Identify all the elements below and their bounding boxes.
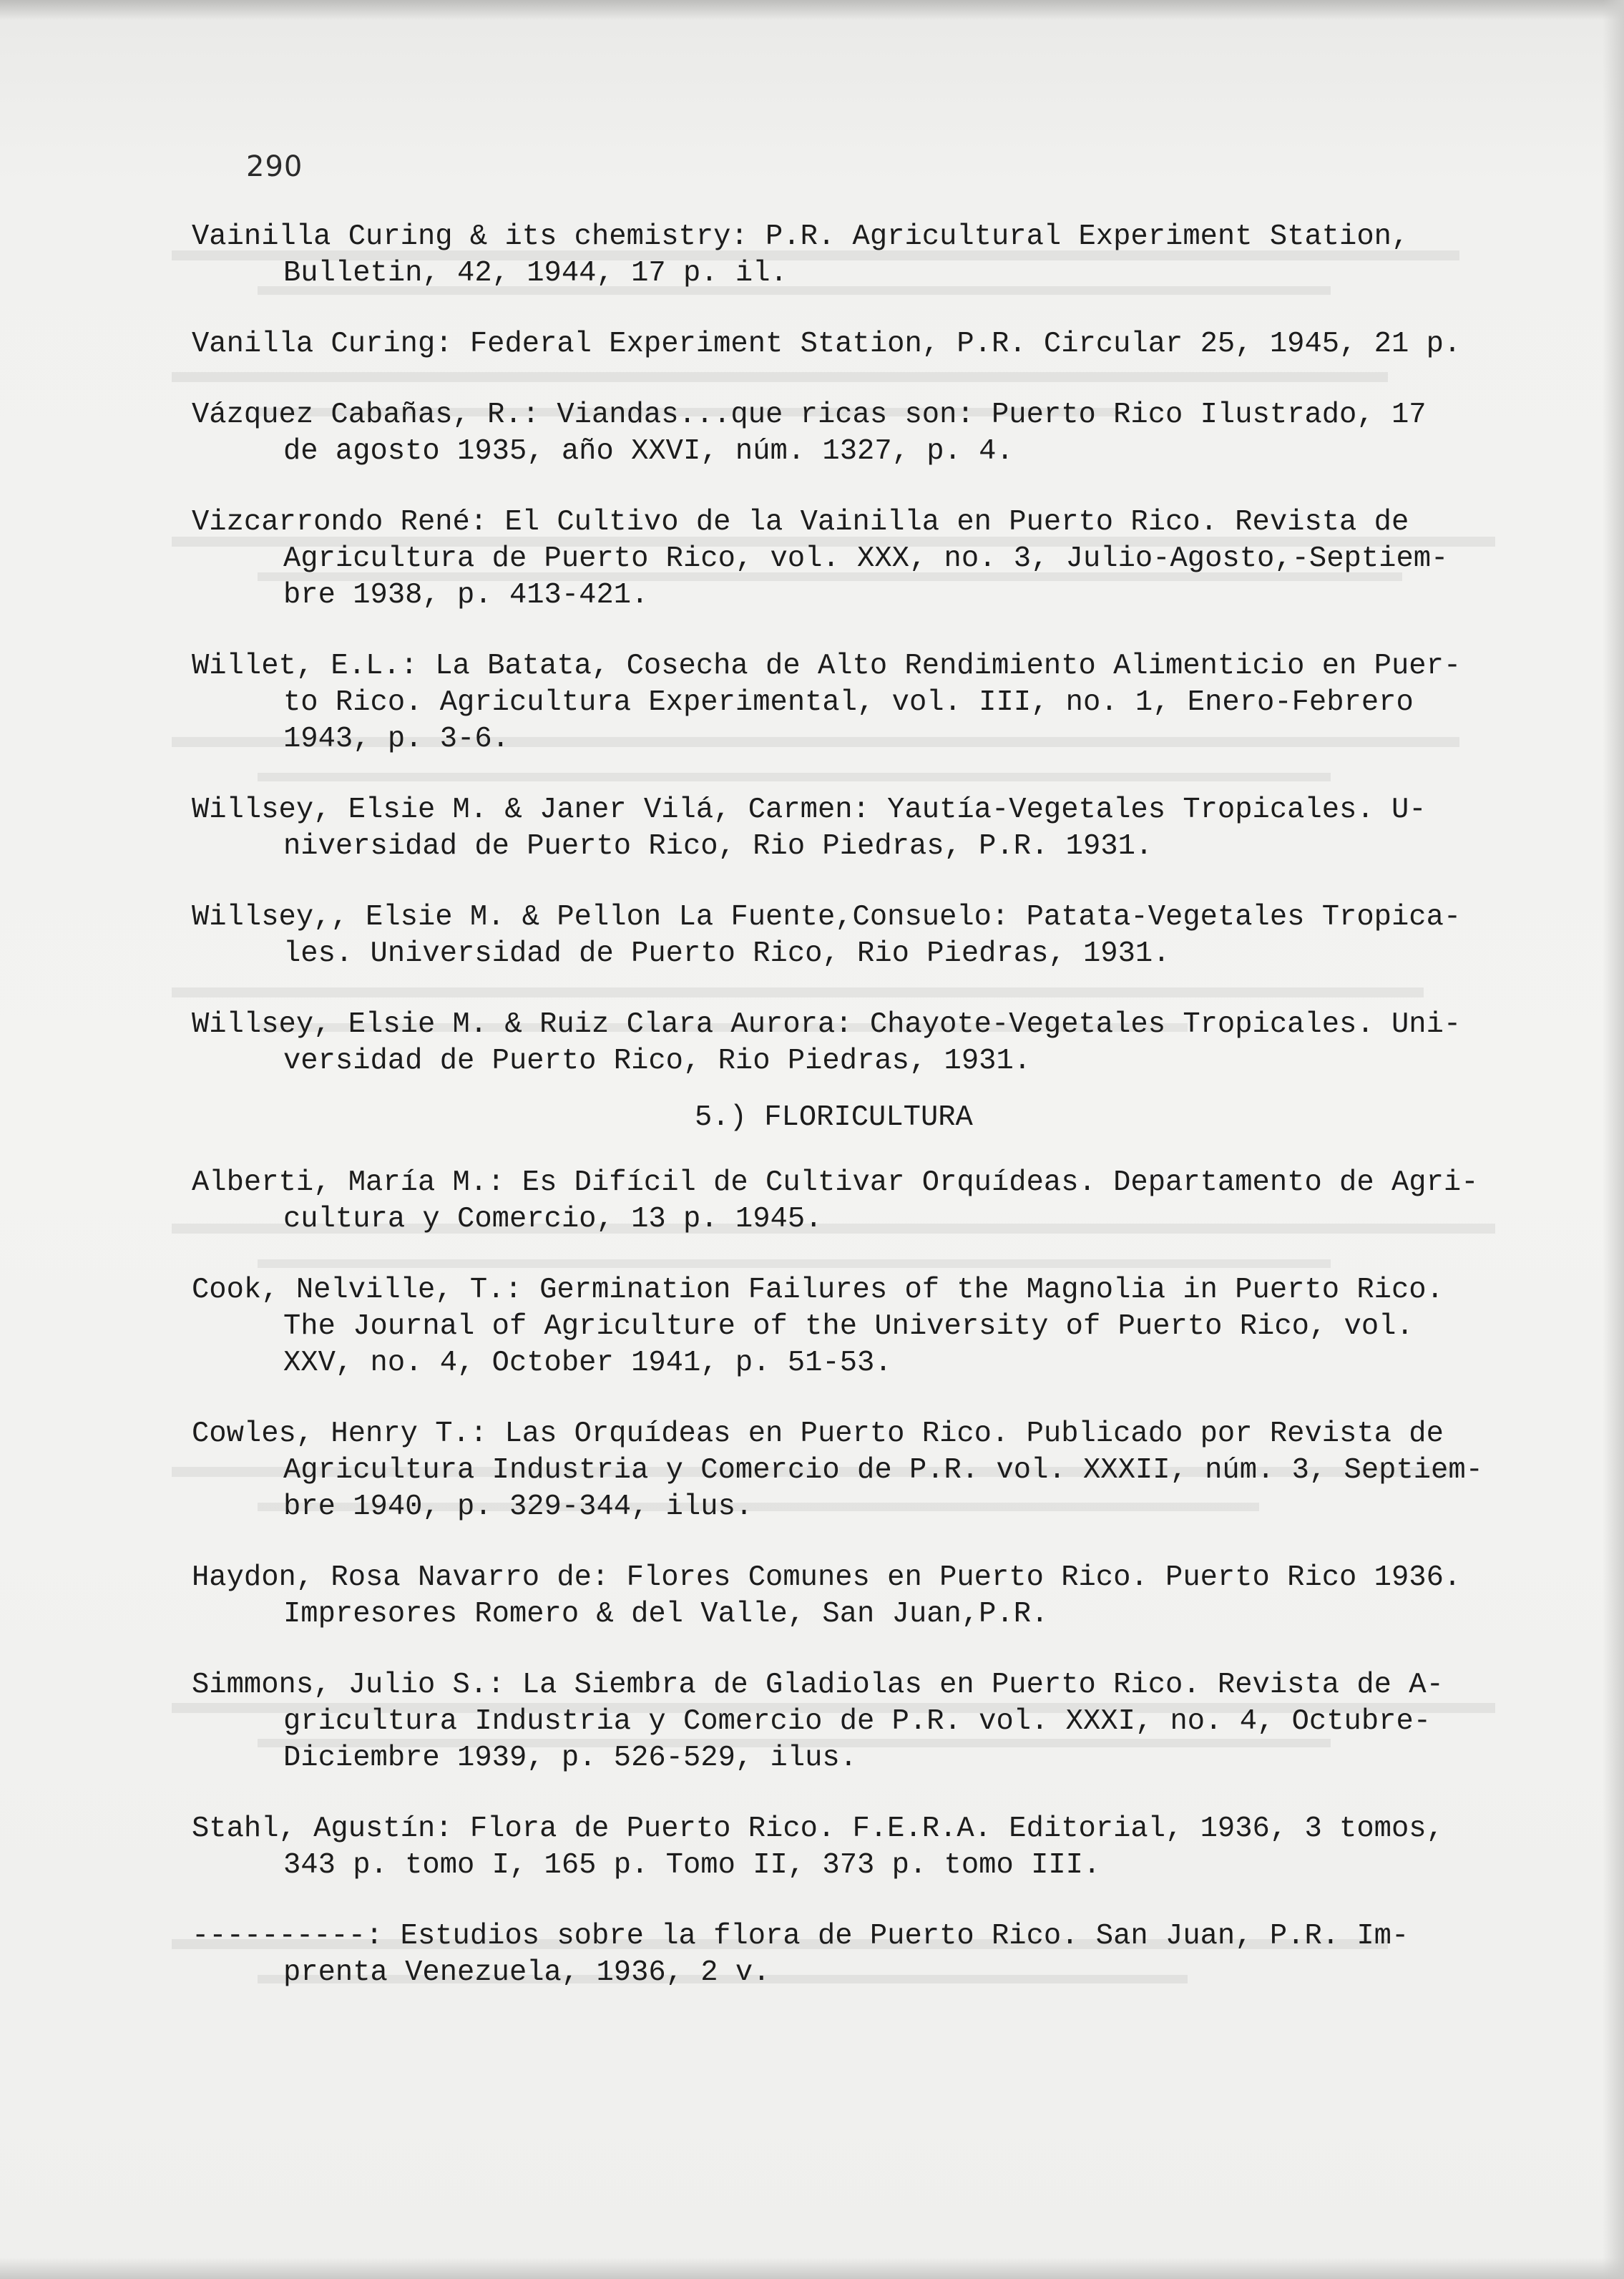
- entry-continuation: les. Universidad de Puerto Rico, Rio Piedras, 1931.: [283, 937, 1170, 970]
- entry-first-line: Vizcarrondo René: El Cultivo de la Vainilla en Puerto Rico. Revista de: [192, 506, 1409, 539]
- entry-continuation: prenta Venezuela, 1936, 2 v.: [283, 1956, 771, 1989]
- entry-first-line: Willsey, Elsie M. & Ruiz Clara Aurora: Chayote-Vegetales Tropicales. Uni-: [192, 1008, 1462, 1041]
- scan-top-shadow: [0, 0, 1624, 20]
- entry-first-line: Stahl, Agustín: Flora de Puerto Rico. F.E.R.A. Editorial, 1936, 3 tomos,: [192, 1812, 1444, 1845]
- entry-first-line: Willsey, Elsie M. & Janer Vilá, Carmen: Yautía-Vegetales Tropicales. U-: [192, 794, 1427, 826]
- section-heading-floriculture: 5.) FLORICULTURA: [695, 1101, 973, 1134]
- bibliography-entry: [192, 1165, 1522, 1238]
- entry-continuation: niversidad de Puerto Rico, Rio Piedras, P.R. 1931.: [283, 830, 1153, 863]
- bibliography-entry: [192, 1272, 1522, 1382]
- entry-first-line: Alberti, María M.: Es Difícil de Cultivar Orquídeas. Departamento de Agri-: [192, 1166, 1479, 1199]
- entry-continuation: Agricultura de Puerto Rico, vol. XXX, no. 3, Julio-Agosto,-Septiem- bre 1938, p. 413-421.: [283, 542, 1449, 612]
- scan-right-edge: [1603, 0, 1624, 2279]
- entry-continuation: cultura y Comercio, 13 p. 1945.: [283, 1203, 823, 1236]
- bibliography-entry: [192, 219, 1522, 292]
- bibliography-list: [192, 219, 1522, 2026]
- entry-continuation: Impresores Romero & del Valle, San Juan,P.R.: [283, 1598, 1049, 1631]
- entry-continuation: gricultura Industria y Comercio de P.R. vol. XXXI, no. 4, Octubre- Diciembre 1939, p. 526-529, ilus.: [283, 1705, 1432, 1775]
- bibliography-entry: [192, 1667, 1522, 1777]
- bibliography-entry: [192, 1560, 1522, 1633]
- bibliography-entry: [192, 899, 1522, 972]
- entry-continuation: versidad de Puerto Rico, Rio Piedras, 1931.: [283, 1045, 1032, 1078]
- bibliography-entry: [192, 1918, 1522, 1991]
- entry-first-line: Vainilla Curing & its chemistry: P.R. Agricultural Experiment Station,: [192, 220, 1409, 253]
- entry-first-line: Cook, Nelville, T.: Germination Failures of the Magnolia in Puerto Rico.: [192, 1274, 1444, 1307]
- entry-continuation: The Journal of Agriculture of the University of Puerto Rico, vol. XXV, no. 4, October 1941, p. 51-53.: [283, 1310, 1414, 1380]
- entry-first-line: ----------: Estudios sobre la flora de Puerto Rico. San Juan, P.R. Im-: [192, 1920, 1409, 1953]
- entry-first-line: Vázquez Cabañas, R.: Viandas...que ricas son: Puerto Rico Ilustrado, 17: [192, 399, 1427, 431]
- bibliography-entry: [192, 792, 1522, 865]
- bibliography-entry: [192, 397, 1522, 470]
- page-number: 290: [246, 150, 303, 183]
- entry-continuation: 343 p. tomo I, 165 p. Tomo II, 373 p. tomo III.: [283, 1849, 1101, 1882]
- bibliography-entry: [192, 648, 1522, 758]
- bibliography-entry: [192, 1416, 1522, 1526]
- entry-first-line: Willet, E.L.: La Batata, Cosecha de Alto Rendimiento Alimenticio en Puer-: [192, 650, 1462, 683]
- entry-continuation: to Rico. Agricultura Experimental, vol. III, no. 1, Enero-Febrero 1943, p. 3-6.: [283, 686, 1414, 756]
- entry-continuation: de agosto 1935, año XXVI, núm. 1327, p. 4.: [283, 435, 1014, 468]
- entry-first-line: Willsey,, Elsie M. & Pellon La Fuente,Consuelo: Patata-Vegetales Tropica-: [192, 901, 1462, 934]
- bibliography-entry: [192, 1007, 1522, 1080]
- entry-continuation: Agricultura Industria y Comercio de P.R. vol. XXXII, núm. 3, Septiem- bre 1940, p. 329-344, ilus.: [283, 1454, 1483, 1523]
- bibliography-entry: [192, 326, 1522, 363]
- entry-first-line: Simmons, Julio S.: La Siembra de Gladiolas en Puerto Rico. Revista de A-: [192, 1669, 1444, 1702]
- entry-first-line: Haydon, Rosa Navarro de: Flores Comunes en Puerto Rico. Puerto Rico 1936.: [192, 1561, 1462, 1594]
- bibliography-entry: [192, 1811, 1522, 1884]
- bibliography-entry: [192, 504, 1522, 614]
- entry-continuation: Bulletin, 42, 1944, 17 p. il.: [283, 257, 788, 290]
- entry-first-line: Vanilla Curing: Federal Experiment Station, P.R. Circular 25, 1945, 21 p.: [192, 328, 1462, 361]
- entry-first-line: Cowles, Henry T.: Las Orquídeas en Puerto Rico. Publicado por Revista de: [192, 1417, 1444, 1450]
- scan-bottom-edge: [0, 2258, 1624, 2279]
